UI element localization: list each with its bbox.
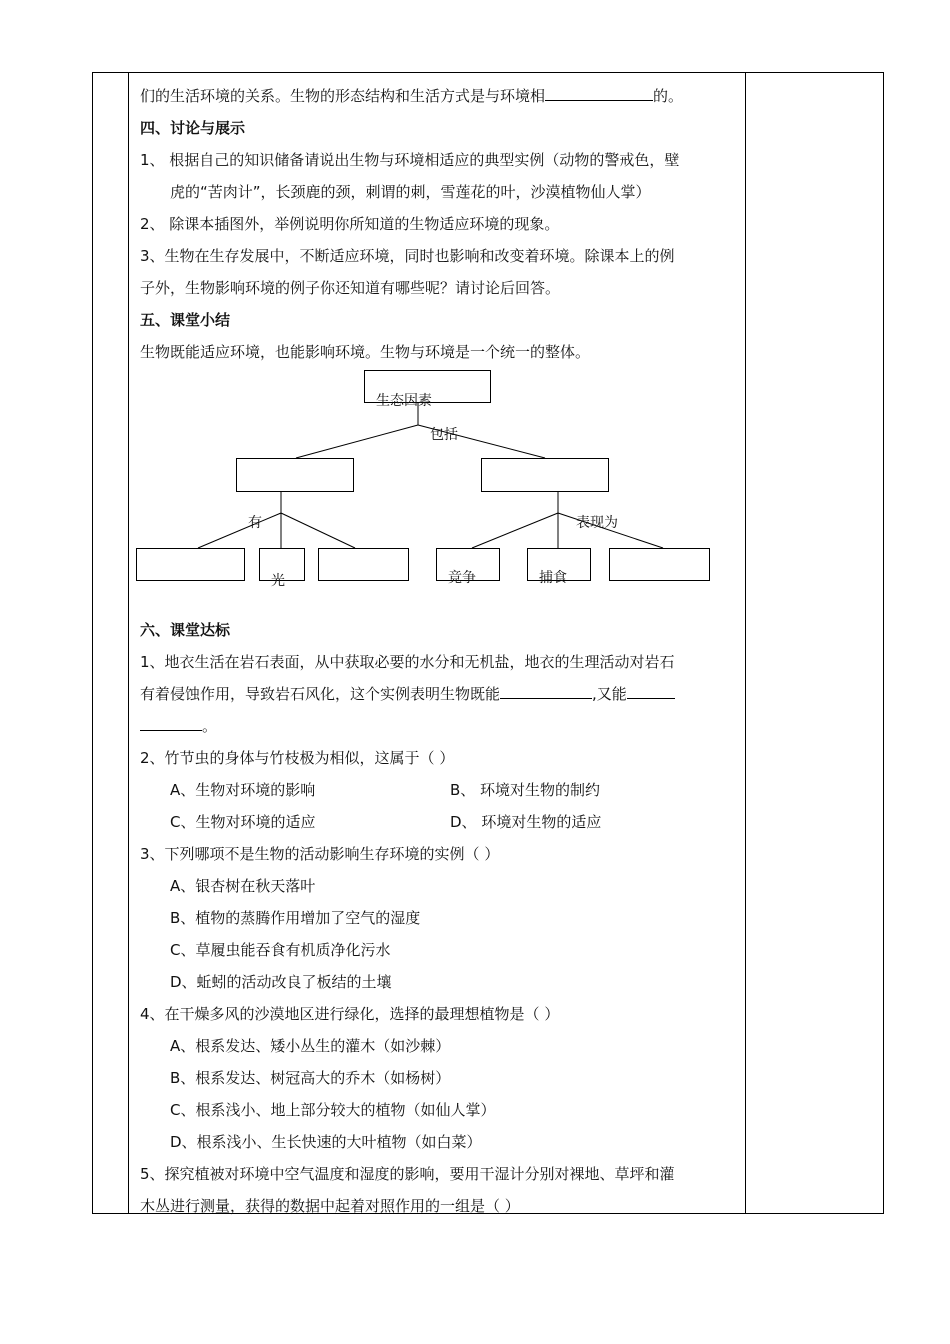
section4-q2: 2、 除课本插图外，举例说明你所知道的生物适应环境的现象。	[140, 215, 560, 233]
intro-end: 的。	[653, 87, 684, 105]
section6-heading: 六、课堂达标	[140, 621, 231, 639]
diagram-manifest-label: 表现为	[576, 515, 618, 531]
section6-q1-line1: 1、地衣生活在岩石表面，从中获取必要的水分和无机盐，地衣的生理活动对岩石	[140, 653, 675, 671]
q4-option-b: B、根系发达、树冠高大的乔木（如杨树）	[170, 1069, 451, 1087]
diagram-prey-label: 捕食	[539, 570, 567, 586]
q3-option-c: C、草履虫能吞食有机质净化污水	[170, 941, 391, 959]
diagram-blank-box-2	[318, 548, 409, 581]
q3-option-a: A、银杏树在秋天落叶	[170, 877, 316, 895]
section4-q1-line2: 虎的“苦肉计”，长颈鹿的颈，刺谓的刺，雪莲花的叶，沙漠植物仙人掌）	[170, 183, 651, 201]
q3-option-b: B、植物的蒸腾作用增加了空气的湿度	[170, 909, 421, 927]
diagram-compete-label: 竞争	[448, 570, 476, 586]
section6-q5-line1: 5、探究植被对环境中空气温度和湿度的影响，要用干湿计分别对裸地、草坪和灌	[140, 1165, 675, 1183]
diagram-blank-box-right	[481, 458, 609, 492]
diagram-include-label: 包括	[430, 427, 458, 443]
section5-summary: 生物既能适应环境，也能影响环境。生物与环境是一个统一的整体。	[140, 343, 591, 361]
q4-option-c: C、根系浅小、地上部分较大的植物（如仙人掌）	[170, 1101, 496, 1119]
q1-text-b: ,又能	[592, 685, 627, 703]
q3-option-d: D、蚯蚓的活动改良了板结的土壤	[170, 973, 392, 991]
fill-blank	[627, 684, 675, 699]
q4-option-d: D、根系浅小、生长快速的大叶植物（如白菜）	[170, 1133, 482, 1151]
fill-blank	[500, 684, 592, 699]
section4-q3-line1: 3、生物在生存发展中，不断适应环境，同时也影响和改变着环境。除课本上的例	[140, 247, 675, 265]
section4-q3-line2: 子外，生物影响环境的例子你还知道有哪些呢？请讨论后回答。	[140, 279, 561, 297]
q4-option-a: A、根系发达、矮小丛生的灌木（如沙棘）	[170, 1037, 451, 1055]
diagram-blank-box-3	[609, 548, 710, 581]
q2-option-a: A、生物对环境的影响	[170, 781, 316, 799]
q2-option-c: C、生物对环境的适应	[170, 813, 316, 831]
section6-q3: 3、下列哪项不是生物的活动影响生存环境的实例（ ）	[140, 845, 500, 863]
section4-q1-line1: 1、 根据自己的知识储备请说出生物与环境相适应的典型实例（动物的警戒色，壁	[140, 151, 680, 169]
q1-text-end: 。	[202, 717, 218, 735]
fill-blank	[140, 716, 202, 731]
section6-q4: 4、在干燥多风的沙漠地区进行绿化，选择的最理想植物是（ ）	[140, 1005, 560, 1023]
diagram-blank-box-1	[136, 548, 245, 581]
diagram-root-label: 生态因素	[376, 393, 432, 409]
diagram-light-label: 光	[271, 573, 285, 589]
q2-option-d: D、 环境对生物的适应	[450, 813, 602, 831]
section6-q5-line2: 木丛进行测量，获得的数据中起着对照作用的一组是（ ）	[140, 1197, 520, 1215]
diagram-has-label: 有	[248, 515, 262, 531]
section6-q1-line3	[140, 716, 217, 736]
section6-q1-line2	[140, 684, 675, 704]
section4-heading: 四、讨论与展示	[140, 119, 246, 137]
q1-text-a: 有着侵蚀作用，导致岩石风化，这个实例表明生物既能	[140, 685, 501, 703]
diagram-blank-box-left	[236, 458, 354, 492]
q2-option-b: B、 环境对生物的制约	[450, 781, 601, 799]
section5-heading: 五、课堂小结	[140, 311, 231, 329]
intro-text: 们的生活环境的关系。生物的形态结构和生活方式是与环境相	[140, 87, 546, 105]
section6-q2: 2、竹节虫的身体与竹枝极为相似，这属于（ ）	[140, 749, 455, 767]
